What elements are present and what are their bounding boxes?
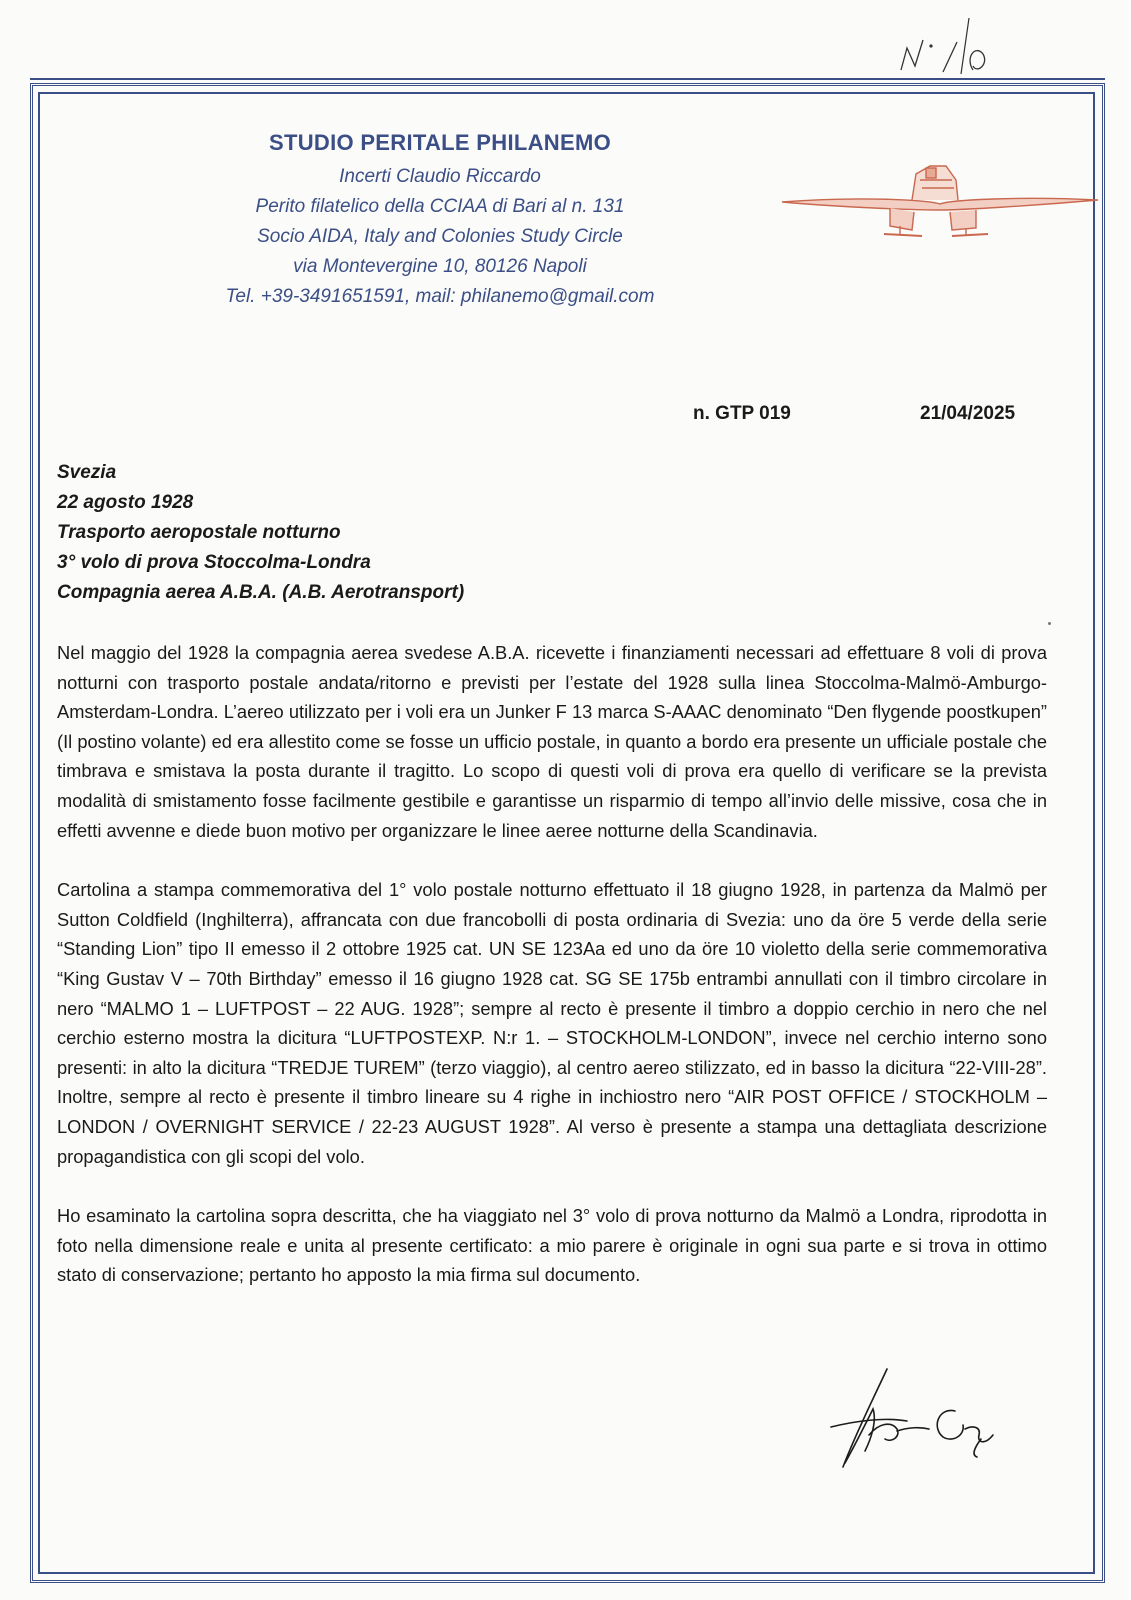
studio-name: STUDIO PERITALE PHILANEMO (269, 130, 611, 155)
seaplane-logo-icon (780, 160, 1100, 250)
letterhead (130, 130, 750, 312)
handwritten-number-note (895, 8, 1005, 80)
letterhead-line: Tel. +39-3491651591, mail: philanemo@gmail.com (225, 286, 655, 307)
letterhead-line: Socio AIDA, Italy and Colonies Study Circle (257, 226, 623, 247)
body-paragraph-opinion: Ho esaminato la cartolina sopra descritta, che ha viaggiato nel 3° volo di prova notturno da Malmö a Londra, riprodotta in foto nella dimensione reale e unita al presente certificato: a mio parere è originale in ogni sua parte e si trova in ottimo stato di conservazione; pertanto ho apposto la mia firma sul documento. (57, 1205, 1047, 1286)
handwritten-signature (825, 1365, 1000, 1475)
certificate-body (57, 638, 1047, 1320)
letterhead-line: via Montevergine 10, 80126 Napoli (293, 256, 587, 277)
certificate-date: 21/04/2025 (920, 403, 1016, 424)
subject-airline: Compagnia aerea A.B.A. (A.B. Aerotransport) (57, 582, 465, 603)
body-paragraph-description: Cartolina a stampa commemorativa del 1° volo postale notturno effettuato il 18 giugno 1928, in partenza da Malmö per Sutton Coldfield (Inghilterra), affrancata con due francobolli di posta ordinaria di Svezia: uno da öre 5 verde della serie “Standing Lion” tipo II emesso il 2 ottobre 1925 cat. UN SE 123Aa ed uno da öre 10 violetto della serie commemorativa “King Gustav V – 70th Birthday” emesso il 16 giugno 1928 cat. SG SE 175b entrambi annullati con il timbro circolare in nero “MALMO 1 – LUFTPOST – 22 AUG. 1928”; sempre al recto è presente il timbro a doppio cerchio in nero che nel cerchio esterno mostra la dicitura “LUFTPOSTEXP. N:r 1. – STOCKHOLM-LONDON”, invece nel cerchio interno sono presenti: in alto la dicitura “TREDJE TUREM” (terzo viaggio), al centro aereo stilizzato, ed in basso la dicitura “22-VIII-28”. Inoltre, sempre al recto è presente il timbro lineare su 4 righe in inchiostro nero “AIR POST OFFICE / STOCKHOLM – LONDON / OVERNIGHT SERVICE / 22-23 AUGUST 1928”. Al verso è presente a stampa una dettagliata descrizione propagandistica con gli scopi del volo. (57, 879, 1047, 1167)
frame-top-rule (30, 78, 1105, 80)
body-paragraph-history: Nel maggio del 1928 la compagnia aerea svedese A.B.A. ricevette i finanziamenti necessari ad effettuare 8 voli di prova notturni con trasporto postale andata/ritorno e previsti per l’estate del 1928 sulla linea Stoccolma-Malmö-Amburgo-Amsterdam-Londra. L’aereo utilizzato per i voli era un Junker F 13 marca S-AAAC denominato “Den flygende poostkupen” (Il postino volante) ed era allestito come se fosse un ufficio postale, in quanto a bordo era presente un ufficiale postale che timbrava e smistava la posta durante il tragitto. Lo scopo di questi voli di prova era quello di verificare se la prevista modalità di smistamento fosse facilmente gestibile e garantisse un risparmio di tempo all’invio delle missive, cosa che in effetti avvenne e diede buon motivo per organizzare le linee aeree notturne della Scandinavia. (57, 642, 1047, 841)
subject-block (57, 458, 464, 608)
letterhead-line: Perito filatelico della CCIAA di Bari al n. 131 (255, 196, 625, 217)
letterhead-line: Incerti Claudio Riccardo (339, 166, 541, 187)
subject-flight: 3° volo di prova Stoccolma-Londra (57, 552, 371, 573)
certificate-number: n. GTP 019 (693, 403, 791, 424)
subject-date: 22 agosto 1928 (57, 492, 194, 513)
subject-service: Trasporto aeropostale notturno (57, 522, 341, 543)
paper-speck (1048, 622, 1051, 625)
subject-country: Svezia (57, 462, 117, 483)
